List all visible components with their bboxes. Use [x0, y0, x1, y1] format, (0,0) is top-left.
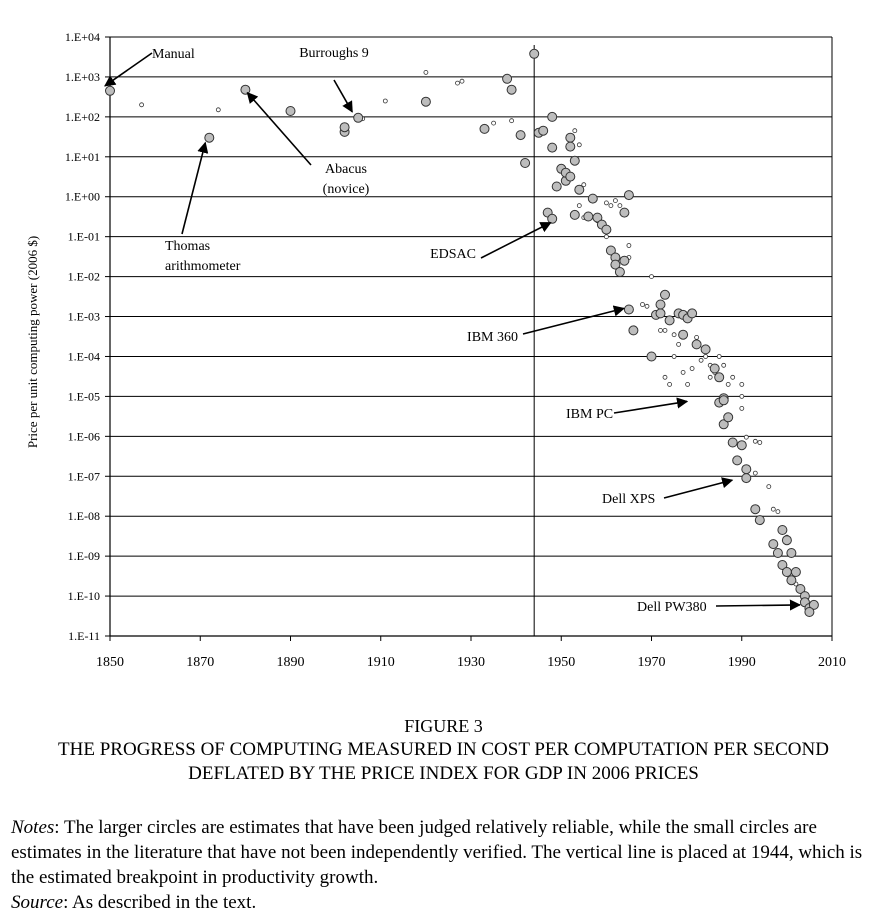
reliable-point — [530, 49, 539, 58]
reliable-point — [620, 256, 629, 265]
reliable-point — [421, 97, 430, 106]
unverified-point — [650, 275, 654, 279]
annotation — [165, 143, 241, 274]
notes-text: : The larger circles are estimates that have been judged relatively reliable, while the small circles are estimates in the literature that have not been independently verified. The vertical line is placed at 1944, which is the estimated breakpoint in productivity growth. — [11, 817, 863, 888]
reliable-point — [679, 330, 688, 339]
annotation — [566, 401, 687, 422]
y-tick-label: 1.E-01 — [67, 229, 100, 244]
unverified-point — [604, 235, 608, 239]
unverified-point — [740, 382, 744, 386]
reliable-point — [782, 568, 791, 577]
reliable-point — [805, 608, 814, 617]
reliable-point — [570, 210, 579, 219]
reliable-point — [584, 212, 593, 221]
x-tick-label: 1970 — [637, 655, 666, 670]
unverified-point — [492, 121, 496, 125]
annotation — [467, 308, 624, 345]
reliable-point — [737, 441, 746, 450]
y-tick-label: 1.E-11 — [68, 629, 100, 643]
annotation-arrow — [523, 308, 624, 334]
reliable-point — [742, 465, 751, 474]
reliable-point — [710, 364, 719, 373]
unverified-point — [424, 70, 428, 74]
reliable-point — [539, 126, 548, 135]
unverified-point — [722, 363, 726, 367]
annotation-label: Thomas — [165, 239, 211, 254]
annotation-label: Abacus — [325, 162, 367, 177]
reliable-point — [787, 576, 796, 585]
unverified-point — [704, 355, 708, 359]
reliable-points — [106, 49, 819, 616]
unverified-point — [645, 304, 649, 308]
unverified-point — [609, 204, 613, 208]
unverified-point — [699, 358, 703, 362]
unverified-point — [663, 375, 667, 379]
unverified-point — [672, 355, 676, 359]
annotation-label: IBM PC — [566, 407, 614, 422]
annotation-arrow — [105, 53, 152, 86]
reliable-point — [548, 214, 557, 223]
y-tick-label: 1.E-08 — [67, 509, 100, 524]
unverified-point — [659, 328, 663, 332]
reliable-point — [719, 396, 728, 405]
y-tick-label: 1.E-07 — [67, 469, 100, 484]
annotation — [602, 480, 732, 507]
y-tick-label: 1.E-09 — [67, 549, 100, 564]
notes — [11, 815, 873, 890]
annotation-arrow — [247, 93, 311, 165]
unverified-point — [663, 328, 667, 332]
y-tick-label: 1.E+04 — [64, 30, 100, 44]
x-tick-label: 1930 — [457, 655, 485, 670]
reliable-point — [778, 526, 787, 535]
annotation — [637, 600, 800, 615]
unverified-point — [740, 394, 744, 398]
reliable-point — [751, 505, 760, 514]
reliable-point — [570, 156, 579, 165]
reliable-point — [602, 225, 611, 234]
reliable-point — [661, 290, 670, 299]
y-tick-label: 1.E-06 — [67, 429, 100, 444]
unverified-point — [613, 199, 617, 203]
x-tick-label: 1910 — [366, 655, 395, 670]
reliable-point — [521, 159, 530, 168]
unverified-point — [641, 303, 645, 307]
reliable-point — [787, 549, 796, 558]
x-tick-label: 1870 — [186, 655, 215, 670]
reliable-point — [615, 268, 624, 277]
unverified-point — [686, 382, 690, 386]
y-tick-label: 1.E-05 — [67, 389, 100, 404]
reliable-point — [647, 352, 656, 361]
reliable-point — [575, 185, 584, 194]
unverified-point — [753, 471, 757, 475]
unverified-point — [618, 204, 622, 208]
y-tick-label: 1.E+00 — [64, 189, 100, 204]
reliable-point — [715, 373, 724, 382]
source-text: : As described in the text. — [63, 892, 257, 913]
reliable-point — [548, 143, 557, 152]
unverified-point — [744, 435, 748, 439]
annotations — [105, 46, 800, 615]
unverified-point — [690, 367, 694, 371]
reliable-point — [507, 85, 516, 94]
unverified-point — [216, 108, 220, 112]
reliable-point — [588, 194, 597, 203]
y-axis-label: Price per unit computing power (2006 $) — [25, 235, 40, 449]
source-label: Source — [11, 892, 64, 913]
reliable-point — [548, 112, 557, 121]
figure-title: THE PROGRESS OF COMPUTING MEASURED IN COST PER COMPUTATION PER SECOND DEFLATED BY THE PRICE INDEX FOR GDP IN 2006 PRICES — [58, 739, 829, 784]
reliable-point — [205, 133, 214, 142]
reliable-point — [286, 107, 295, 116]
reliable-point — [665, 316, 674, 325]
reliable-point — [480, 124, 489, 133]
unverified-point — [456, 81, 460, 85]
unverified-point — [740, 406, 744, 410]
y-tick-labels — [65, 30, 100, 643]
unverified-point — [726, 382, 730, 386]
y-tick-label: 1.E+01 — [64, 149, 100, 164]
x-tick-label: 1990 — [727, 655, 756, 670]
unverified-point — [573, 129, 577, 133]
annotation-label: EDSAC — [430, 247, 476, 262]
annotation-label: Manual — [152, 47, 195, 62]
unverified-point — [672, 333, 676, 337]
reliable-point — [688, 309, 697, 318]
unverified-point — [731, 375, 735, 379]
unverified-point — [677, 342, 681, 346]
unverified-point — [767, 485, 771, 489]
reliable-point — [340, 123, 349, 132]
reliable-point — [624, 305, 633, 314]
reliable-point — [724, 413, 733, 422]
reliable-point — [733, 456, 742, 465]
annotation — [430, 223, 551, 262]
y-tick-label: 1.E-02 — [67, 269, 100, 284]
unverified-point — [753, 439, 757, 443]
unverified-point — [717, 355, 721, 359]
y-tick-label: 1.E-04 — [67, 349, 100, 364]
annotation-arrow — [614, 401, 687, 413]
annotation-label: IBM 360 — [467, 330, 518, 345]
unverified-point — [383, 99, 387, 103]
x-tick-label: 1950 — [547, 655, 576, 670]
unverified-points — [140, 70, 798, 586]
reliable-point — [566, 133, 575, 142]
notes-label: Notes — [11, 817, 55, 838]
reliable-point — [728, 438, 737, 447]
unverified-point — [604, 201, 608, 205]
reliable-point — [692, 340, 701, 349]
reliable-point — [516, 131, 525, 140]
unverified-point — [627, 244, 631, 248]
reliable-point — [791, 568, 800, 577]
reliable-point — [656, 300, 665, 309]
reliable-point — [566, 172, 575, 181]
reliable-point — [755, 516, 764, 525]
unverified-point — [695, 335, 699, 339]
reliable-point — [782, 536, 791, 545]
annotation-label: Dell PW380 — [637, 600, 707, 615]
unverified-point — [708, 375, 712, 379]
x-tick-label: 1850 — [96, 655, 124, 670]
reliable-point — [106, 86, 115, 95]
annotation-arrow — [481, 223, 551, 258]
reliable-point — [552, 182, 561, 191]
reliable-point — [566, 142, 575, 151]
annotation — [247, 93, 369, 197]
reliable-point — [742, 474, 751, 483]
unverified-point — [577, 204, 581, 208]
annotation-label: arithmometer — [165, 259, 241, 274]
unverified-point — [510, 119, 514, 123]
reliable-point — [503, 74, 512, 83]
annotation-arrow — [716, 605, 800, 606]
reliable-point — [354, 113, 363, 122]
x-tick-labels — [96, 655, 846, 670]
reliable-point — [773, 549, 782, 558]
x-tick-label: 2010 — [818, 655, 846, 670]
figure-number: FIGURE 3 — [404, 716, 483, 736]
annotation-arrow — [334, 80, 352, 112]
annotation-label: (novice) — [322, 182, 370, 197]
annotation — [105, 47, 195, 86]
figure-caption — [0, 714, 887, 786]
x-tick-label: 1890 — [276, 655, 305, 670]
unverified-point — [758, 441, 762, 445]
unverified-point — [668, 382, 672, 386]
reliable-point — [769, 540, 778, 549]
y-tick-label: 1.E-03 — [67, 309, 100, 324]
unverified-point — [681, 370, 685, 374]
reliable-point — [629, 326, 638, 335]
reliable-point — [701, 345, 710, 354]
unverified-point — [776, 510, 780, 514]
y-tick-label: 1.E-10 — [67, 589, 100, 604]
unverified-point — [140, 103, 144, 107]
y-tick-label: 1.E+03 — [64, 69, 100, 84]
source-note — [11, 890, 873, 915]
reliable-point — [620, 208, 629, 217]
unverified-point — [771, 507, 775, 511]
annotation — [299, 46, 369, 112]
annotation-label: Burroughs 9 — [299, 46, 369, 61]
y-tick-label: 1.E+02 — [64, 109, 100, 124]
reliable-point — [656, 309, 665, 318]
unverified-point — [460, 79, 464, 83]
annotation-arrow — [664, 480, 732, 498]
unverified-point — [577, 143, 581, 147]
annotation-label: Dell XPS — [602, 492, 656, 507]
reliable-point — [624, 191, 633, 200]
